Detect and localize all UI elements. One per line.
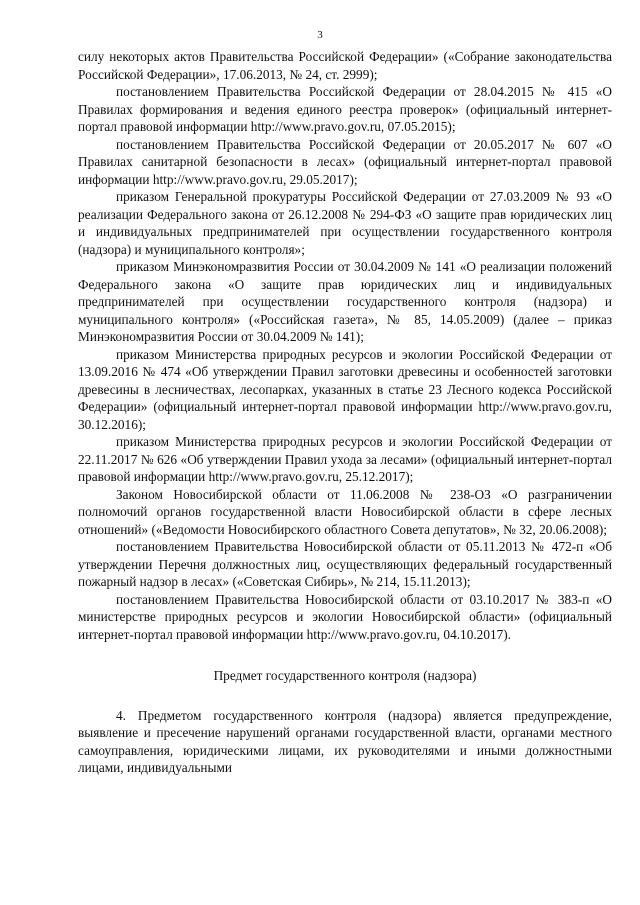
paragraph-regional-law-238: Законом Новосибирской области от 11.06.2008 № 238-ОЗ «О разграничении полномочий органов государственной власти Новосибирской области в сфере лесных отношений» («Ведомости Новосибирского областного Совета депутатов», № 32, 20.06.2008); [78, 486, 612, 537]
paragraph-ministry-order-626: приказом Министерства природных ресурсов и экологии Российской Федерации от 22.11.2017 № 626 «Об утверждении Правил ухода за лесами» (официальный интернет-портал правовой информации http://www.pravo.gov.ru, 25.12.2017); [78, 434, 612, 484]
paragraph-decree-607: постановлением Правительства Российской Федерации от 20.05.2017 № 607 «О Правилах санитарной безопасности в лесах» (официальный интернет-портал правовой информации http://www.pravo.gov.ru, 29.05.2017); [78, 136, 612, 187]
paragraph-prosecutor-order-93: приказом Генеральной прокуратуры Российской Федерации от 27.03.2009 № 93 «О реализации Федерального закона от 26.12.2008 № 294-ФЗ «О защите прав юридических лиц и индивидуальных предпринимателей при осуществлении государственного контроля (надзора) и муниципального контроля»; [78, 189, 612, 257]
paragraph-ministry-order-474: приказом Министерства природных ресурсов и экологии Российской Федерации от 13.09.2016 № 474 «Об утверждении Правил заготовки древесины и особенностей заготовки древесины в лесничествах, лесопарках, указанных в статье 23 Лесного кодекса Российской Федерации» (официальный интернет-портал правовой информации http://www.pravo.gov.ru, 30.12.2016); [78, 346, 612, 432]
paragraph-ministry-order-141: приказом Минэкономразвития России от 30.04.2009 № 141 «О реализации положений Федерального закона «О защите прав юридических лиц и индивидуальных предпринимателей при осуществлении государственного контроля (надзора) и муниципального контроля» («Российская газета», № 85, 14.05.2009) (далее – приказ Минэкономразвития России от 30.04.2009 № 141); [78, 259, 612, 344]
paragraph-regional-decree-383: постановлением Правительства Новосибирской области от 03.10.2017 № 383-п «О министерстве природных ресурсов и экологии Новосибирской области» (официальный интернет-портал правовой информации http://www.pravo.gov.ru, 04.10.2017). [78, 591, 612, 642]
paragraph-decree-415: постановлением Правительства Российской Федерации от 28.04.2015 № 415 «О Правилах формирования и ведения единого реестра проверок» (официальный интернет-портал правовой информации http://www.pravo.gov.ru, 07.05.2015); [78, 84, 612, 134]
document-body [78, 48, 612, 777]
page-number: 3 [317, 29, 323, 41]
section-heading: Предмет государственного контроля (надзора) [213, 668, 477, 683]
paragraph-regional-decree-472: постановлением Правительства Новосибирской области от 05.11.2013 № 472-п «Об утверждении Перечня должностных лиц, осуществляющих федеральный государственный пожарный надзор в лесах» («Советская Сибирь», № 214, 15.11.2013); [78, 539, 612, 589]
paragraph-continuation: силу некоторых актов Правительства Российской Федерации» («Собрание законодательства Российской Федерации», 17.06.2013, № 24, ст. 2999); [78, 49, 612, 82]
paragraph-subject-of-control: 4. Предметом государственного контроля (надзора) является предупреждение, выявление и пресечение нарушений органами государственной власти, органами местного самоуправления, юридическими лицами, их руководителями и иными должностными лицами, индивидуальными [78, 707, 612, 775]
